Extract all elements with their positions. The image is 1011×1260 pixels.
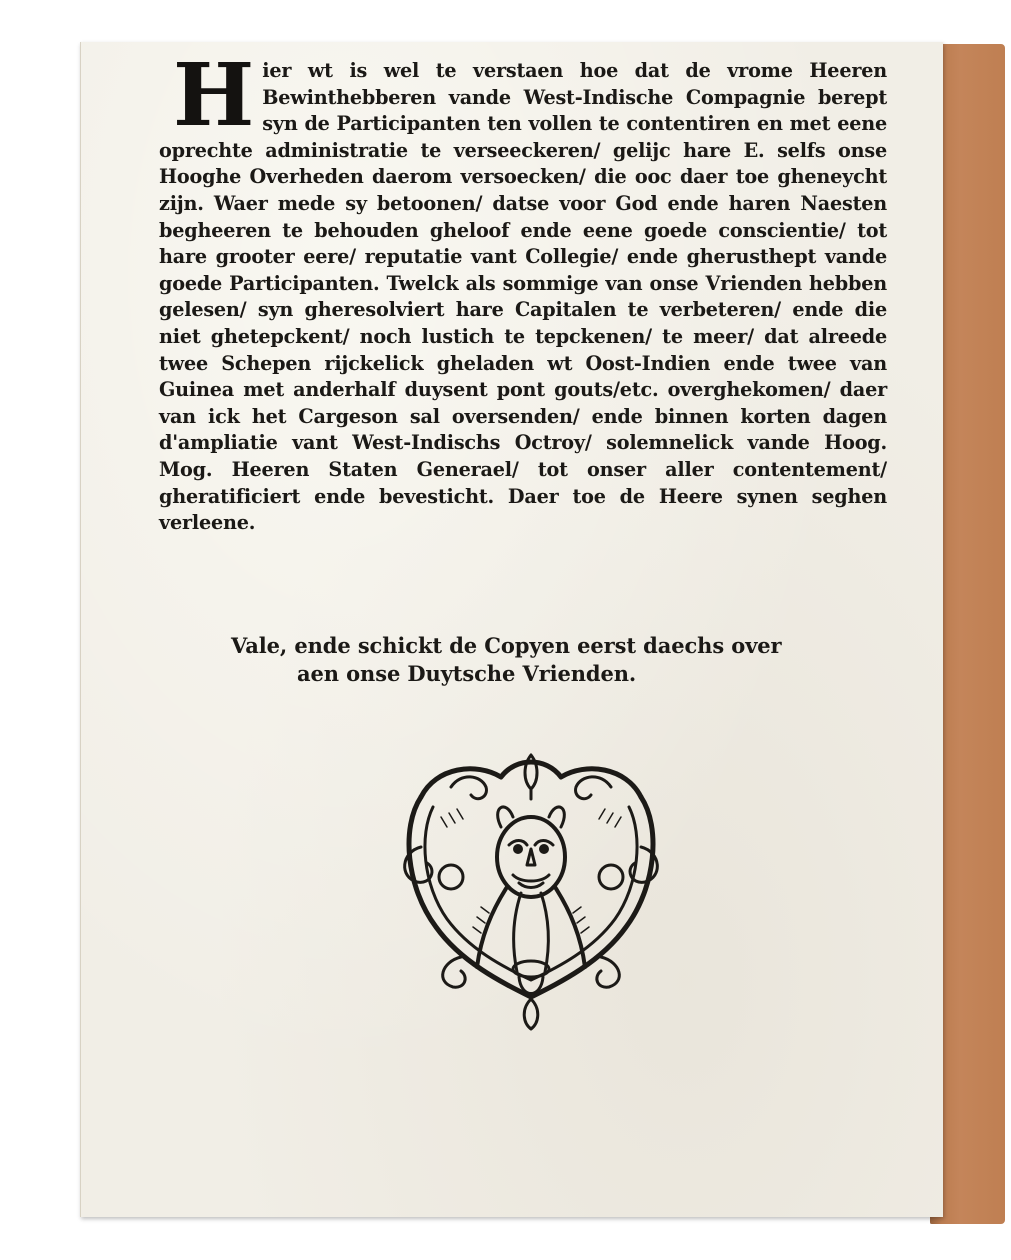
closing-salutation <box>231 632 891 688</box>
mask-ornament-icon <box>381 737 681 1037</box>
closing-line-2: aen onse Duytsche Vrienden. <box>297 661 637 686</box>
main-text-block <box>159 45 887 537</box>
closing-line-1: Vale, ende schickt de Copyen eerst daechs over <box>231 633 782 658</box>
drop-capital: H <box>173 45 255 146</box>
printed-leaf <box>80 42 943 1217</box>
body-paragraph: ier wt is wel te verstaen hoe dat de vrome Heeren Bewinthebberen vande West-Indische Compagnie berept syn de Participanten ten vollen te contentiren en met eene oprechte administratie te verseeckeren/ gelijc hare E. selfs onse Hooghe Overheden daerom versoecken/ die ooc daer toe gheneycht zijn. Waer mede sy betoonen/ datse voor God ende haren Naesten begheeren te behouden gheloof ende eene goede conscientie/ tot hare grooter eere/ reputatie vant Collegie/ ende gherusthept vande goede Participanten. Twelck als sommige van onse Vrienden hebben gelesen/ syn gheresolviert hare Capitalen te verbeteren/ ende die niet ghetepckent/ noch lustich te tepckenen/ te meer/ dat alreede twee Schepen rijckelick gheladen wt Oost-Indien ende twee van Guinea met anderhalf duysent pont gouts/etc. overghekomen/ daer van ick het Cargeson sal oversenden/ ende binnen korten dagen d'ampliatie vant West-Indischs Octroy/ solemnelick vande Hoog. Mog. Heeren Staten Generael/ tot onser aller contentement/ gheratificiert ende bevesticht. Daer toe de Heere synen seghen verleene. <box>159 59 887 535</box>
